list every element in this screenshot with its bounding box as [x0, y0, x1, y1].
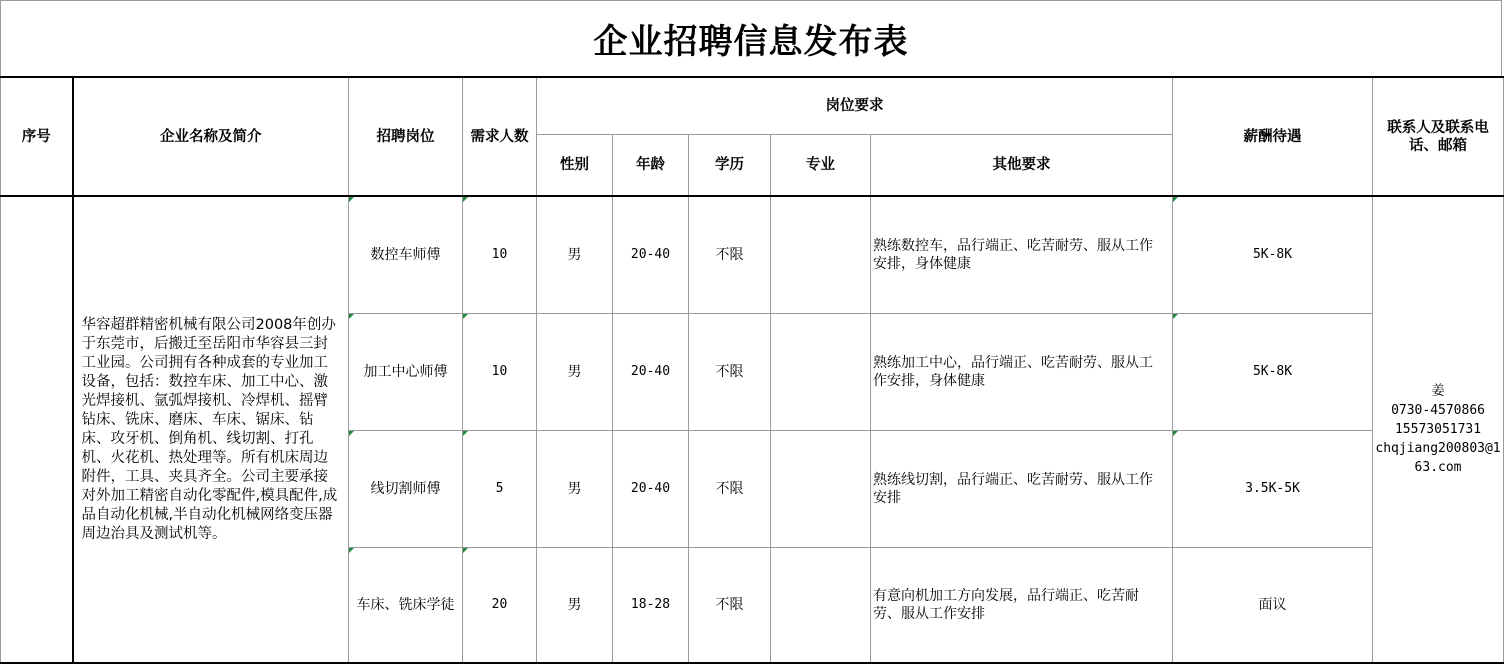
job-gender: 男 — [537, 547, 613, 663]
header-count: 需求人数 — [463, 77, 537, 196]
header-seq: 序号 — [1, 77, 73, 196]
job-salary: 5K-8K — [1173, 313, 1373, 430]
header-company: 企业名称及简介 — [73, 77, 349, 196]
header-other: 其他要求 — [871, 134, 1173, 196]
header-requirements: 岗位要求 — [537, 77, 1173, 134]
header-major: 专业 — [771, 134, 871, 196]
job-major — [771, 547, 871, 663]
job-count: 20 — [463, 547, 537, 663]
job-count: 10 — [463, 313, 537, 430]
table-row — [1, 196, 1504, 313]
job-age: 20-40 — [613, 196, 689, 313]
job-gender: 男 — [537, 430, 613, 547]
job-education: 不限 — [689, 547, 771, 663]
header-salary: 薪酬待遇 — [1173, 77, 1373, 196]
header-education: 学历 — [689, 134, 771, 196]
contact-email: chqjiang200803@163.com — [1375, 441, 1501, 475]
job-position: 数控车师傅 — [349, 196, 463, 313]
job-age: 20-40 — [613, 430, 689, 547]
header-gender: 性别 — [537, 134, 613, 196]
header-contact: 联系人及联系电话、邮箱 — [1373, 77, 1504, 196]
title-row — [0, 0, 1502, 76]
job-count: 10 — [463, 196, 537, 313]
job-position: 线切割师傅 — [349, 430, 463, 547]
job-other: 熟练线切割，品行端正、吃苦耐劳、服从工作安排 — [871, 430, 1173, 547]
job-count: 5 — [463, 430, 537, 547]
job-major — [771, 196, 871, 313]
recruitment-table — [0, 76, 1504, 664]
header-age: 年龄 — [613, 134, 689, 196]
contact-phone: 0730-4570866 — [1391, 403, 1485, 418]
job-other: 熟练数控车，品行端正、吃苦耐劳、服从工作安排，身体健康 — [871, 196, 1173, 313]
header-row-1 — [1, 77, 1504, 134]
job-other: 熟练加工中心，品行端正、吃苦耐劳、服从工作安排，身体健康 — [871, 313, 1173, 430]
job-salary: 5K-8K — [1173, 196, 1373, 313]
job-major — [771, 313, 871, 430]
job-gender: 男 — [537, 196, 613, 313]
job-age: 20-40 — [613, 313, 689, 430]
job-salary: 面议 — [1173, 547, 1373, 663]
job-position: 加工中心师傅 — [349, 313, 463, 430]
job-major — [771, 430, 871, 547]
header-position: 招聘岗位 — [349, 77, 463, 196]
contact-cell — [1373, 196, 1504, 663]
contact-name: 姜 — [1431, 383, 1445, 399]
job-other: 有意向机加工方向发展，品行端正、吃苦耐劳、服从工作安排 — [871, 547, 1173, 663]
job-position: 车床、铣床学徒 — [349, 547, 463, 663]
seq-cell — [1, 196, 73, 663]
contact-mobile: 15573051731 — [1394, 422, 1482, 437]
job-education: 不限 — [689, 196, 771, 313]
page-title: 企业招聘信息发布表 — [593, 22, 909, 62]
job-education: 不限 — [689, 313, 771, 430]
job-age: 18-28 — [613, 547, 689, 663]
job-education: 不限 — [689, 430, 771, 547]
job-gender: 男 — [537, 313, 613, 430]
job-salary: 3.5K-5K — [1173, 430, 1373, 547]
company-intro: 华容超群精密机械有限公司2008年创办于东莞市，后搬迁至岳阳市华容县三封工业园。公司拥有各种成套的专业加工设备，包括：数控车床、加工中心、激光焊接机、氩弧焊接机、冷焊机、摇臂钻床、铣床、磨床、车床、锯床、钻床、攻牙机、倒角机、线切割、打孔机、火花机、热处理等。所有机床周边附件，工具、夹具齐全。公司主要承接对外加工精密自动化零配件,模具配件,成品自动化机械,半自动化机械网络变压器周边治具及测试机等。 — [73, 196, 349, 663]
